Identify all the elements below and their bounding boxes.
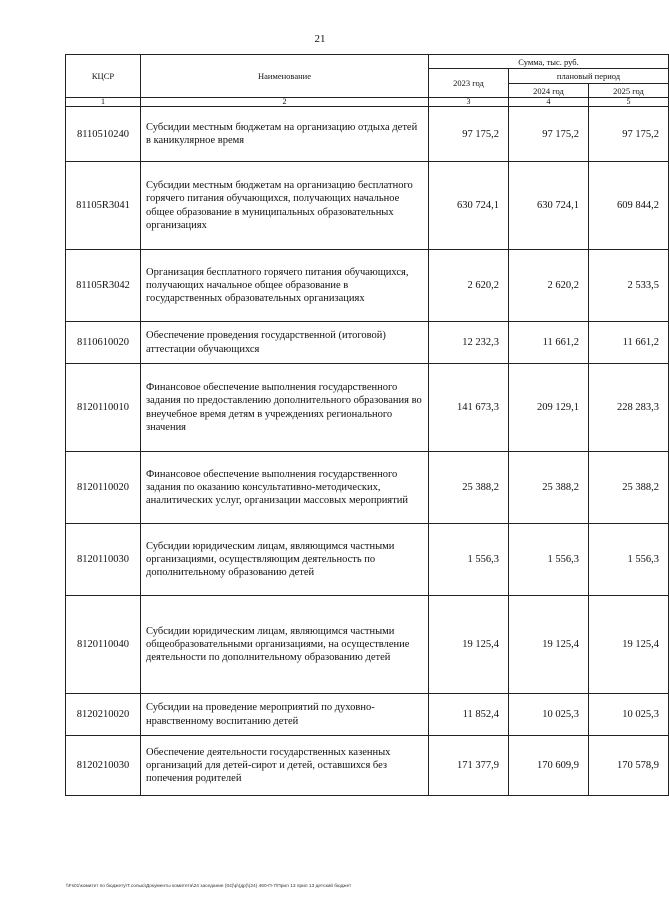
- value-2023: 1 556,3: [429, 524, 509, 596]
- value-2024: 10 025,3: [509, 694, 589, 736]
- table-row: [66, 736, 669, 796]
- table-row: [66, 694, 669, 736]
- table-row: [66, 524, 669, 596]
- row-name: Субсидии юридическим лицам, являющимся частными общеобразовательными организациями, на осуществление деятельности по дополнительному образованию детей: [141, 596, 429, 694]
- value-2025: 228 283,3: [589, 364, 669, 452]
- value-2024: 209 129,1: [509, 364, 589, 452]
- row-name: Обеспечение деятельности государственных казенных организаций для детей-сирот и детей, оставшихся без попечения родителей: [141, 736, 429, 796]
- table-row: [66, 364, 669, 452]
- column-number: 5: [589, 98, 669, 107]
- column-number: 3: [429, 98, 509, 107]
- header-kcsr: КЦСР: [66, 55, 141, 98]
- value-2023: 171 377,9: [429, 736, 509, 796]
- header-year-2025: 2025 год: [589, 84, 669, 98]
- value-2024: 630 724,1: [509, 162, 589, 250]
- kcsr-code: 8120110010: [66, 364, 141, 452]
- value-2025: 609 844,2: [589, 162, 669, 250]
- page-number: 21: [314, 33, 326, 45]
- kcsr-code: 8120110020: [66, 452, 141, 524]
- value-2024: 1 556,3: [509, 524, 589, 596]
- header-year-2023: 2023 год: [429, 69, 509, 98]
- kcsr-code: 8120110040: [66, 596, 141, 694]
- value-2025: 2 533,5: [589, 250, 669, 322]
- header-name: Наименование: [141, 55, 429, 98]
- row-name: Организация бесплатного горячего питания обучающихся, получающих начальное общее образование в государственных образовательных организациях: [141, 250, 429, 322]
- table-row: [66, 322, 669, 364]
- header-sum: Сумма, тыс. руб.: [429, 55, 669, 69]
- table-row: [66, 596, 669, 694]
- value-2024: 97 175,2: [509, 107, 589, 162]
- budget-table: [65, 54, 669, 796]
- value-2025: 170 578,9: [589, 736, 669, 796]
- table-row: [66, 162, 669, 250]
- value-2025: 19 125,4: [589, 596, 669, 694]
- value-2023: 19 125,4: [429, 596, 509, 694]
- value-2025: 25 388,2: [589, 452, 669, 524]
- header-year-2024: 2024 год: [509, 84, 589, 98]
- row-name: Финансовое обеспечение выполнения государственного задания по предоставлению дополнительного образования во внеучебное время детям в учреждениях регионального значения: [141, 364, 429, 452]
- value-2023: 2 620,2: [429, 250, 509, 322]
- value-2025: 1 556,3: [589, 524, 669, 596]
- kcsr-code: 8110510240: [66, 107, 141, 162]
- value-2025: 97 175,2: [589, 107, 669, 162]
- value-2024: 19 125,4: [509, 596, 589, 694]
- row-name: Финансовое обеспечение выполнения государственного задания по оказанию консультативно-методических, аналитических услуг, организации массовых мероприятий: [141, 452, 429, 524]
- kcsr-code: 81105R3042: [66, 250, 141, 322]
- value-2024: 170 609,9: [509, 736, 589, 796]
- value-2023: 11 852,4: [429, 694, 509, 736]
- row-name: Субсидии юридическим лицам, являющимся частными организациями, осуществляющим деятельность по дополнительному образованию детей: [141, 524, 429, 596]
- kcsr-code: 8120210020: [66, 694, 141, 736]
- kcsr-code: 8120210030: [66, 736, 141, 796]
- value-2024: 25 388,2: [509, 452, 589, 524]
- column-number: 1: [66, 98, 141, 107]
- footer-file-path: \\Fs01\комитет по бюджету\Т.солью\Документы комитета\24 заседание (04)\р\(др)\(24) 460-П-7\Прил 13 прил 13 детский бюджет: [66, 884, 352, 889]
- column-number: 2: [141, 98, 429, 107]
- row-name: Субсидии местным бюджетам на организацию отдыха детей в каникулярное время: [141, 107, 429, 162]
- value-2023: 141 673,3: [429, 364, 509, 452]
- row-name: Обеспечение проведения государственной (итоговой) аттестации обучающихся: [141, 322, 429, 364]
- row-name: Субсидии местным бюджетам на организацию бесплатного горячего питания обучающихся, получающих начальное общее образование в муниципальных образовательных организациях: [141, 162, 429, 250]
- row-name: Субсидии на проведение мероприятий по духовно-нравственному воспитанию детей: [141, 694, 429, 736]
- value-2023: 25 388,2: [429, 452, 509, 524]
- table-row: [66, 250, 669, 322]
- value-2024: 11 661,2: [509, 322, 589, 364]
- kcsr-code: 8120110030: [66, 524, 141, 596]
- value-2023: 12 232,3: [429, 322, 509, 364]
- value-2025: 10 025,3: [589, 694, 669, 736]
- header-plan-period: плановый период: [509, 69, 669, 84]
- kcsr-code: 8110610020: [66, 322, 141, 364]
- value-2025: 11 661,2: [589, 322, 669, 364]
- kcsr-code: 81105R3041: [66, 162, 141, 250]
- value-2024: 2 620,2: [509, 250, 589, 322]
- value-2023: 630 724,1: [429, 162, 509, 250]
- table-row: [66, 452, 669, 524]
- column-number: 4: [509, 98, 589, 107]
- value-2023: 97 175,2: [429, 107, 509, 162]
- table-row: [66, 107, 669, 162]
